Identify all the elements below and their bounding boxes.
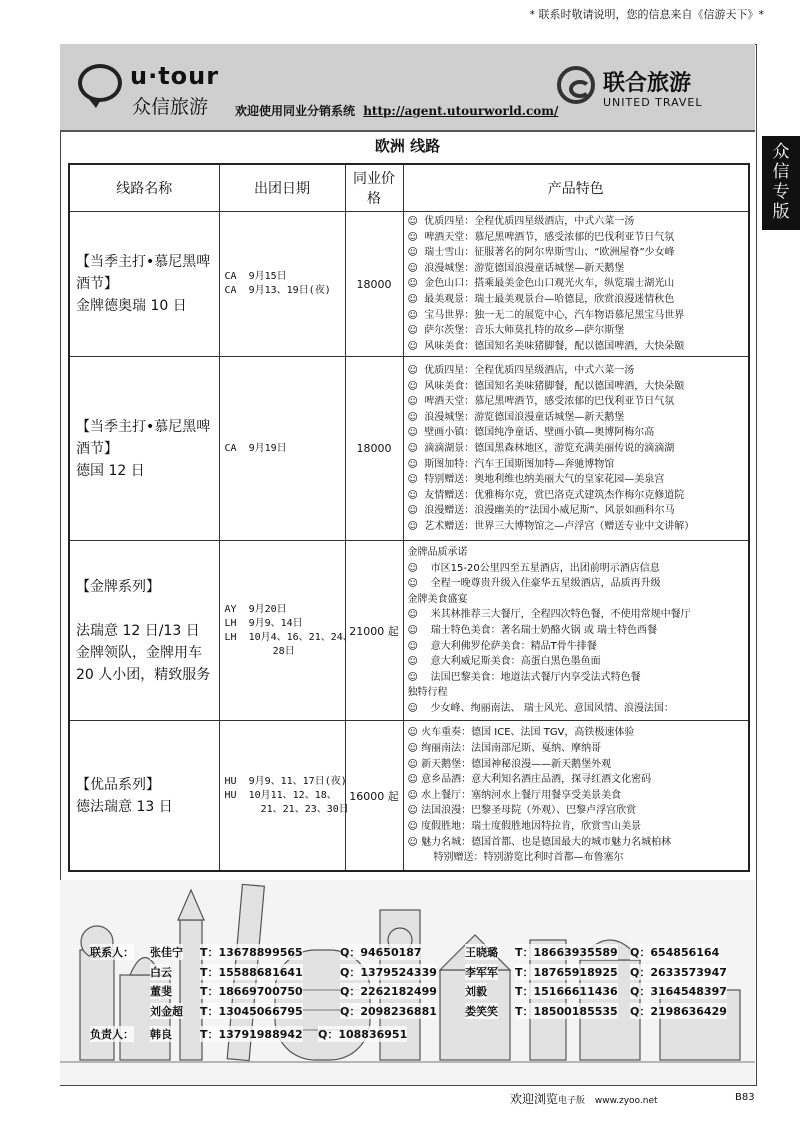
feature-line: ☺ 新天鹅堡：德国神秘浪漫——新天鹅堡外观 bbox=[407, 758, 612, 770]
contact-qq: Q：2633573947 bbox=[630, 965, 727, 979]
departure-date-cell bbox=[219, 212, 345, 357]
contact-phone: T：18669700750 bbox=[200, 985, 303, 998]
contact-qq: Q：94650187 bbox=[340, 946, 422, 959]
agent-link[interactable]: http://agent.utourworld.com/ bbox=[363, 104, 559, 118]
section-title: 欧洲 线路 bbox=[374, 137, 441, 155]
route-name-line: 金牌德奥瑞 10 日 bbox=[76, 298, 187, 315]
features-cell bbox=[403, 212, 749, 357]
table-row bbox=[69, 541, 749, 721]
feature-line: ☺ 市区15-20公里四至五星酒店，出团前明示酒店信息 bbox=[407, 562, 660, 574]
departure-date-line: LH 10月4、16、21、24、 bbox=[224, 631, 353, 643]
contact-phone: T：13045066795 bbox=[200, 1004, 303, 1018]
manager-name: 韩良 bbox=[150, 1028, 172, 1041]
feature-line: ☺ 优质四星：全程优质四星级酒店，中式六菜一汤 bbox=[407, 365, 635, 377]
route-name-line: 德法瑞意 13 日 bbox=[76, 798, 173, 815]
feature-line: ☺ 斯图加特：汽车王国斯图加特—奔驰博物馆 bbox=[407, 458, 615, 470]
contact-phone: T：18765918925 bbox=[515, 965, 618, 979]
utour-logo-en: u·tour bbox=[130, 62, 220, 90]
contact-phone: T：18500185535 bbox=[515, 1004, 618, 1018]
feature-line: ☺ 壁画小镇：德国纯净童话、壁画小镇—奥博阿梅尔高 bbox=[407, 427, 655, 439]
header-trade-price: 同业价格 bbox=[345, 164, 403, 212]
united-travel-cn: 联合旅游 bbox=[603, 71, 692, 96]
contact-qq: Q：3164548397 bbox=[630, 985, 727, 998]
feature-line: ☺ 意大利威尼斯美食：高蛋白黑色墨鱼面 bbox=[407, 656, 601, 668]
side-tab-char: 版 bbox=[772, 202, 790, 222]
feature-line: ☺ 全程一晚尊贵升级入住豪华五星级酒店，品质再升级 bbox=[407, 578, 661, 590]
routes-table bbox=[68, 163, 750, 872]
route-name-line bbox=[76, 598, 218, 620]
contact-name: 董斐 bbox=[150, 985, 172, 998]
united-travel-mark-icon bbox=[557, 66, 595, 104]
route-name-line: 20 人小团，精致服务 bbox=[76, 666, 211, 683]
feature-line: ☺ 法国浪漫：巴黎圣母院（外观）、巴黎卢浮宫欣赏 bbox=[407, 805, 637, 817]
feature-line: ☺ 绚丽南法：法国南部尼斯、戛纳、摩纳哥 bbox=[407, 743, 602, 755]
route-name-cell bbox=[69, 721, 219, 871]
feature-line: ☺ 意大利佛罗伦萨美食：精品T骨牛排餐 bbox=[407, 640, 597, 652]
route-name-cell bbox=[69, 541, 219, 721]
header-band bbox=[60, 44, 755, 132]
feature-line: ☺ 瑞士雪山：征服著名的阿尔卑斯雪山、“欧洲屋脊”少女峰 bbox=[407, 247, 675, 259]
departure-date-line: HU 10月11、12、18、 bbox=[224, 789, 337, 801]
departure-date-cell bbox=[219, 541, 353, 721]
feature-line: ☺ 友情赠送：优雅梅尔克，赏巴洛克式建筑杰作梅尔克修道院 bbox=[407, 489, 685, 501]
contact-name: 王晓璐 bbox=[465, 946, 498, 959]
table-row bbox=[69, 357, 749, 541]
contact-phone: T：15166611436 bbox=[515, 985, 618, 998]
contacts-label: 联系人： bbox=[90, 946, 134, 959]
feature-line: ☺ 萨尔茨堡：音乐大师莫扎特的故乡—萨尔斯堡 bbox=[407, 325, 625, 337]
feature-line: ☺ 啤酒天堂：慕尼黑啤酒节，感受浓郁的巴伐利亚节日气氛 bbox=[407, 396, 675, 408]
feature-line: ☺ 艺术赠送：世界三大博物馆之—卢浮宫（赠送专业中文讲解） bbox=[407, 521, 695, 533]
contact-qq: Q：2198636429 bbox=[630, 1004, 727, 1018]
footer-welcome bbox=[510, 1090, 658, 1107]
route-name-line: 法瑞意 12 日/13 日 bbox=[76, 622, 200, 639]
contact-name: 娄笑笑 bbox=[465, 1004, 498, 1018]
feature-line: ☺ 米其林推荐三大餐厅，全程四次特色餐，不使用常规中餐厅 bbox=[407, 609, 691, 621]
route-name-cell bbox=[69, 357, 219, 541]
contact-qq: Q：1379524339 bbox=[340, 965, 437, 979]
feature-line: ☺ 优质四星：全程优质四星级酒店，中式六菜一汤 bbox=[407, 216, 635, 227]
side-tab-char: 信 bbox=[772, 162, 790, 182]
trade-price-cell: 21000 起 bbox=[345, 541, 403, 721]
contact-phone: T：13678899565 bbox=[200, 946, 303, 959]
feature-line: ☺ 滴滴湖景：德国黑森林地区，游览充满美丽传说的滴滴湖 bbox=[407, 443, 675, 455]
route-name-line: 【当季主打•慕尼黑啤 bbox=[76, 418, 211, 435]
feature-line: ☺ 少女峰、绚丽南法、 瑞士风光、意国风情、浪漫法国： bbox=[407, 703, 674, 715]
side-tab-char: 众 bbox=[772, 142, 790, 162]
feature-line: ☺ 风味美食：德国知名美味猪脚餐，配以德国啤酒，大快朵颐 bbox=[407, 380, 685, 392]
feature-line: ☺ 啤酒天堂：慕尼黑啤酒节，感受浓郁的巴伐利亚节日气氛 bbox=[407, 231, 675, 243]
route-name-cell bbox=[69, 212, 219, 357]
side-tab bbox=[762, 136, 800, 230]
utour-logo bbox=[78, 58, 238, 118]
contact-name: 李军军 bbox=[465, 965, 498, 979]
contact-name: 白云 bbox=[150, 965, 172, 979]
footer-site-label: 电子版 bbox=[558, 1096, 586, 1106]
contact-name: 张佳宁 bbox=[150, 946, 183, 959]
departure-date-line: 28日 bbox=[224, 645, 295, 657]
route-name-line: 德国 12 日 bbox=[76, 462, 145, 479]
departure-date-line: CA 9月15日 bbox=[224, 271, 287, 283]
feature-line: ☺ 水上餐厅：塞纳河水上餐厅用餐享受美景美食 bbox=[407, 789, 622, 801]
contact-name: 刘毅 bbox=[465, 985, 487, 998]
features-cell bbox=[403, 541, 749, 721]
united-travel-en: UNITED TRAVEL bbox=[603, 96, 703, 109]
header-route-name: 线路名称 bbox=[69, 164, 219, 212]
route-name-line: 酒节】 bbox=[76, 440, 118, 457]
feature-line: ☺ 宝马世界：独一无二的展览中心，汽车物语慕尼黑宝马世界 bbox=[407, 309, 685, 321]
header-departure-date: 出团日期 bbox=[219, 164, 345, 212]
departure-date-line: 21、21、23、30日 bbox=[224, 803, 349, 815]
feature-line: ☺ 浪漫城堡：游览德国浪漫童话城堡—新天鹅堡 bbox=[407, 411, 625, 423]
trade-price-cell: 18000 bbox=[345, 357, 403, 541]
feature-line: 独特行程 bbox=[407, 687, 448, 699]
feature-line: ☺ 度假胜地：瑞士度假胜地因特拉肯，欣赏雪山美景 bbox=[407, 820, 642, 832]
feature-line: ☺ 法国巴黎美食：地道法式餐厅内享受法式特色餐 bbox=[407, 671, 641, 683]
feature-line: ☺ 意乡品酒：意大利知名酒庄品酒，探寻红酒文化密码 bbox=[407, 774, 652, 786]
departure-date-line: CA 9月13、19日(夜) bbox=[224, 285, 331, 297]
contact-phone: T：15588681641 bbox=[200, 965, 303, 979]
feature-line: ☺ 风味美食：德国知名美味猪脚餐，配以德国啤酒，大快朵颐 bbox=[407, 340, 685, 352]
feature-line: ☺ 最美观景：瑞士最美观景台—哈德昆，欣赏浪漫迷情秋色 bbox=[407, 293, 675, 305]
departure-date-line: AY 9月20日 bbox=[224, 603, 287, 615]
manager-label: 负责人： bbox=[90, 1028, 134, 1041]
footer-site-url[interactable]: www.zyoo.net bbox=[594, 1096, 658, 1106]
features-cell bbox=[403, 357, 749, 541]
table-header-row bbox=[69, 164, 749, 212]
feature-line: ☺ 瑞士特色美食：著名瑞士奶酪火锅 或 瑞士特色西餐 bbox=[407, 625, 657, 637]
route-name-line: 【金牌系列】 bbox=[76, 578, 160, 595]
manager-qq: Q：108836951 bbox=[318, 1028, 408, 1041]
side-tab-char: 专 bbox=[772, 182, 790, 202]
trade-price-cell: 18000 bbox=[345, 212, 403, 357]
departure-date-cell bbox=[219, 357, 345, 541]
feature-line: ☺ 火车重奏：德国 ICE、法国 TGV，高铁极速体验 bbox=[407, 727, 635, 739]
feature-line: 特别赠送：特别游览比利时首都—布鲁塞尔 bbox=[433, 852, 624, 864]
feature-line: ☺ 金色山口：搭乘最美金色山口观光火车，纵览瑞士湖光山 bbox=[407, 278, 675, 290]
manager-phone: T：13791988942 bbox=[200, 1028, 303, 1041]
contact-phone: T：18663935589 bbox=[515, 946, 618, 959]
header-features: 产品特色 bbox=[403, 164, 749, 212]
trade-price-cell: 16000 起 bbox=[345, 721, 403, 871]
utour-logo-cn: 众信旅游 bbox=[132, 96, 209, 118]
departure-date-line: HU 9月9、11、17日(夜) bbox=[224, 775, 347, 787]
welcome-banner bbox=[235, 102, 558, 119]
feature-line: ☺ 特别赠送：奥地利维也纳美丽大气的皇家花园—美泉宫 bbox=[407, 474, 665, 486]
route-name-line: 【优品系列】 bbox=[76, 776, 160, 793]
feature-line: ☺ 浪漫赠送：浪漫幽美的“法国小威尼斯”、风景如画科尔马 bbox=[407, 505, 675, 517]
united-travel-logo bbox=[557, 66, 747, 116]
table-row bbox=[69, 212, 749, 357]
feature-line: 金牌品质承诺 bbox=[407, 547, 468, 559]
contact-qq: Q：654856164 bbox=[630, 946, 720, 959]
feature-line: ☺ 浪漫城堡：游览德国浪漫童话城堡—新天鹅堡 bbox=[407, 262, 625, 274]
feature-line: ☺ 魅力名城：德国首都、也是德国最大的城市魅力名城柏林 bbox=[407, 836, 672, 848]
table-row bbox=[69, 721, 749, 871]
contact-qq: Q：2098236881 bbox=[340, 1004, 437, 1018]
departure-date-cell bbox=[219, 721, 349, 871]
departure-date-line: CA 9月19日 bbox=[224, 442, 287, 454]
departure-date-line: LH 9月9、14日 bbox=[224, 617, 303, 629]
features-cell bbox=[403, 721, 749, 871]
contact-qq: Q：2262182499 bbox=[340, 985, 437, 998]
top-note: * 联系时敬请说明，您的信息来自《信游天下》* bbox=[529, 8, 764, 21]
routes-body bbox=[69, 212, 749, 871]
route-name-line: 【当季主打•慕尼黑啤 bbox=[76, 254, 211, 271]
contact-name: 刘金超 bbox=[150, 1004, 183, 1018]
feature-line: 金牌美食盛宴 bbox=[407, 593, 468, 605]
page-number: B83 bbox=[735, 1092, 755, 1103]
route-name-line: 酒节】 bbox=[76, 276, 118, 293]
speech-bubble-icon bbox=[78, 64, 122, 102]
route-name-line: 金牌领队，金牌用车 bbox=[76, 644, 202, 661]
footer-welcome-text: 欢迎浏览 bbox=[510, 1092, 559, 1106]
welcome-text: 欢迎使用同业分销系统 bbox=[235, 104, 356, 118]
